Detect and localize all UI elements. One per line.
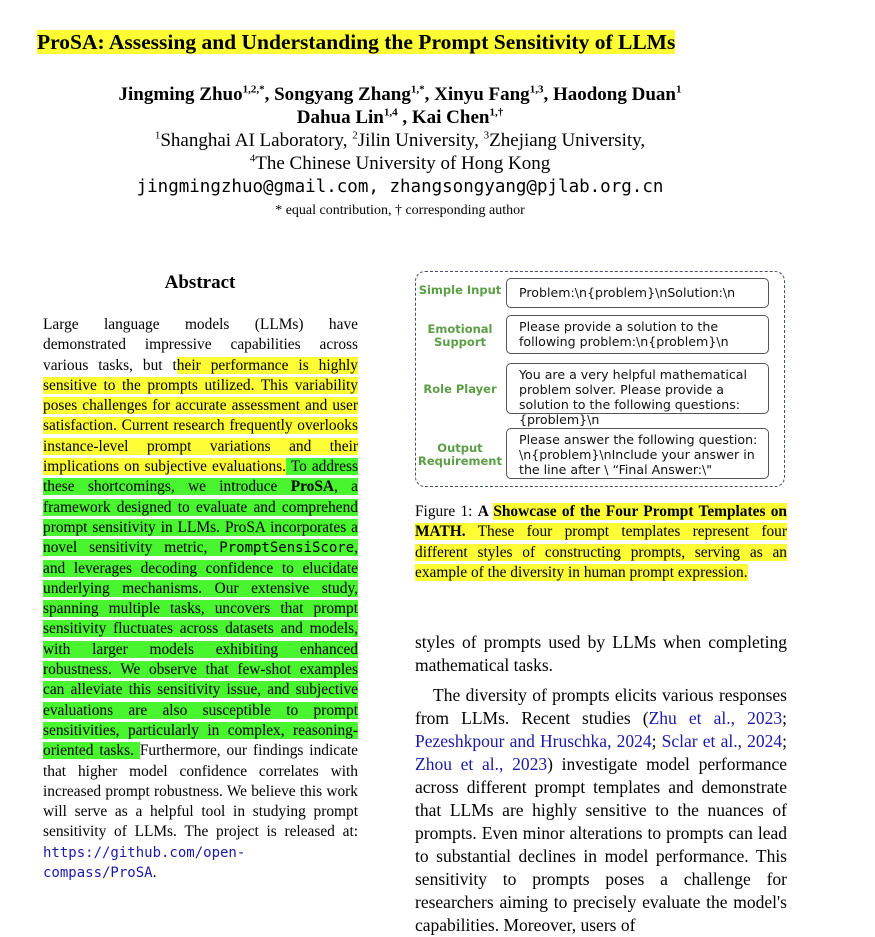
figure-1-prompt-templates — [415, 271, 785, 487]
author-name: Jingming Zhuo — [118, 84, 243, 105]
figure-1-caption — [415, 502, 787, 583]
citation-separator: ; — [651, 731, 662, 751]
introduction-body — [415, 631, 787, 937]
citation-link[interactable]: Sclar et al., 2024 — [661, 731, 783, 751]
template-box-output-requirement: Please answer the following question: \n{problem}\nInclude your answer in the line after \ “Final Answer:\" — [506, 428, 769, 479]
affiliation-line-1 — [60, 129, 740, 152]
abstract-text: , a framework designed to evaluate and comprehend prompt sensitivity in LLMs. ProSA incorporates a novel sensitivity metric, — [43, 478, 358, 557]
citation-link[interactable]: Zhu et al., 2023 — [648, 708, 783, 728]
author-line-1 — [60, 83, 740, 106]
separator: , — [543, 84, 553, 105]
author-block — [60, 83, 740, 222]
author-mark: 1,4 — [383, 106, 398, 119]
template-label-role-player: Role Player — [423, 382, 497, 396]
paper-title — [37, 29, 675, 55]
author-mark: 1,2,* — [242, 83, 265, 96]
abstract-text: Large language models (LLMs) have demonstrated impressive capabilities across various tasks, but t — [43, 316, 358, 374]
author-line-2 — [60, 106, 740, 129]
author-name: Kai Chen — [411, 107, 490, 128]
abstract-highlight-yellow: heir performance is highly sensitive to the prompts utilized. This variability poses challenges for accurate assessment and user satisfaction. Current research frequently overlooks instance-level prompt variations and their implications on subjective evaluations. — [43, 356, 358, 476]
separator: , — [397, 107, 412, 128]
abstract-text: Furthermore, our findings indicate that higher model confidence correlates with increased prompt robustness. We believe this work will serve as a helpful tool in studying prompt sensitivity of LLMs. The project is released at: — [43, 742, 359, 841]
body-text: The diversity of prompts elicits various responses from LLMs. Recent studies ( — [415, 685, 787, 728]
template-box-emotional-support: Please provide a solution to the following problem:\n{problem}\n — [506, 315, 769, 354]
project-link[interactable]: https://github.com/open-compass/ProSA — [43, 844, 246, 882]
author-mark: 1,3 — [529, 83, 544, 96]
author-name: Songyang Zhang — [274, 84, 411, 105]
abstract-text: To address these shortcomings, we introduce — [43, 458, 358, 496]
citation-separator: ; — [782, 708, 788, 728]
caption-title: Showcase of the Four Prompt Templates on MATH. — [415, 503, 787, 541]
affiliation-mark: 1 — [154, 129, 161, 142]
template-label-emotional-support: Emotional Support — [427, 322, 493, 349]
citation-link[interactable]: Pezeshkpour and Hruschka, 2024 — [415, 731, 652, 751]
framework-name: ProSA — [290, 478, 335, 496]
separator: , — [424, 84, 435, 105]
affiliation: Zhejiang University, — [489, 130, 646, 151]
abstract-heading: Abstract — [164, 272, 236, 293]
affiliation: The Chinese University of Hong Kong — [255, 153, 551, 174]
author-emails: jingmingzhuo@gmail.com, zhangsongyang@pjlab.org.cn — [136, 177, 664, 197]
metric-name: PromptSensiScore — [219, 540, 355, 557]
affiliation-mark: 2 — [352, 129, 358, 142]
contribution-note: * equal contribution, † corresponding author — [275, 203, 525, 218]
body-text: ) investigate model performance across different prompt templates and demonstrate that LLMs are highly sensitive to the nuances of prompts. Even minor alterations to prompts can lead to substantial declines in model performance. This sensitivity to prompts poses a challenge for researchers aiming to precisely evaluate the model's capabilities. Moreover, users of — [415, 754, 787, 935]
author-mark: 1,† — [489, 106, 504, 119]
abstract-body — [43, 315, 358, 883]
affiliation: Shanghai AI Laboratory, — [160, 130, 353, 151]
title-text: ProSA: Assessing and Understanding the Prompt Sensitivity of LLMs — [37, 30, 676, 54]
affiliation: Jilin University, — [357, 130, 484, 151]
author-name: Haodong Duan — [552, 84, 676, 105]
template-box-role-player: You are a very helpful mathematical problem solver. Please provide a solution to the following questions: {problem}\n — [506, 363, 769, 414]
citation-separator: ; — [782, 731, 787, 751]
author-mark: 1 — [675, 83, 682, 96]
abstract-text: , and leverages decoding confidence to elucidate underlying mechanisms. Our extensive study, spanning multiple tasks, uncovers that prompt sensitivity fluctuates across datasets and models, with larger models exhibiting enhanced robustness. We observe that few-shot examples can alleviate this sensitivity issue, and subjective evaluations are also susceptible to prompt sensitivities, particularly in complex, reasoning-oriented tasks. — [43, 539, 358, 760]
abstract-end: . — [152, 864, 157, 882]
figure-label: Figure 1: — [415, 503, 478, 520]
caption-text: These four prompt templates represent four different styles of constructing prompts, serving as an example of the diversity in human prompt expression. — [415, 523, 787, 581]
template-box-simple-input: Problem:\n{problem}\nSolution:\n — [506, 278, 769, 308]
abstract-highlight-green — [43, 458, 358, 759]
author-mark: 1,* — [410, 83, 425, 96]
caption-a: A — [477, 503, 494, 520]
affiliation-mark: 4 — [249, 152, 256, 165]
separator: , — [264, 84, 275, 105]
affiliation-line-2 — [60, 152, 740, 175]
body-paragraph — [415, 684, 787, 937]
author-name: Xinyu Fang — [434, 84, 530, 105]
template-label-output-requirement: Output Requirement — [418, 441, 502, 468]
citation-link[interactable]: Zhou et al., 2023 — [415, 754, 548, 774]
template-label-simple-input: Simple Input — [418, 283, 502, 297]
author-name: Dahua Lin — [296, 107, 384, 128]
affiliation-mark: 3 — [483, 129, 490, 142]
body-paragraph: styles of prompts used by LLMs when completing mathematical tasks. — [415, 632, 787, 675]
